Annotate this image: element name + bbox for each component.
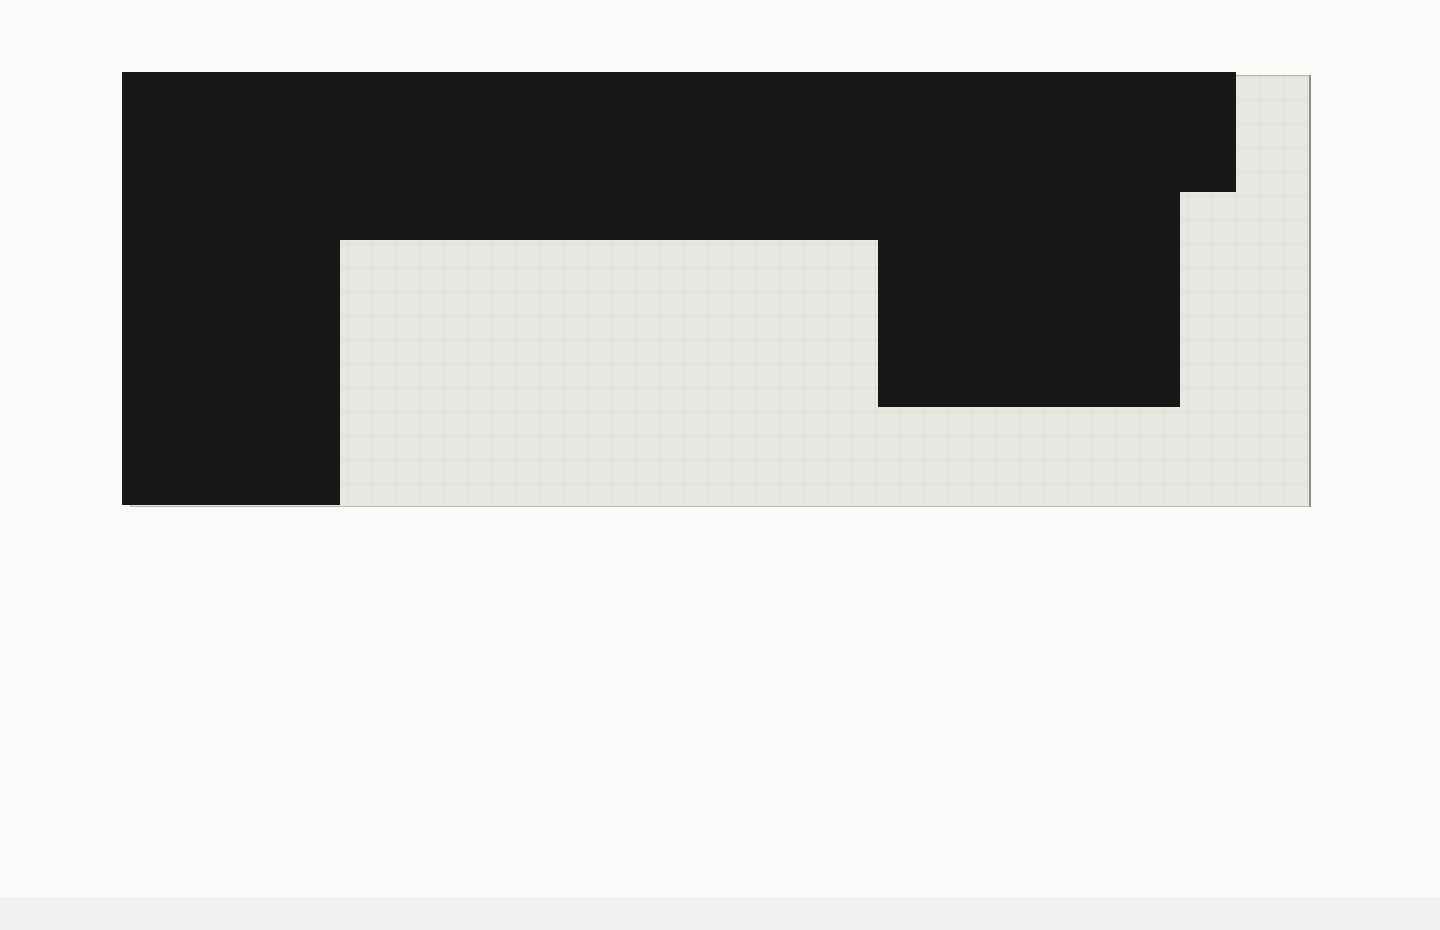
dim-chain-bottom-2 [130,544,1250,560]
dim-chain-right-overall [1360,72,1376,400]
floor-name-wrap [44,625,154,897]
dim-chain-top-overall [130,4,1236,20]
dim-chain-top [130,30,1236,46]
bottom-strip [0,897,1440,930]
dim-chain-left-overall [60,72,76,505]
wall-block-right-main [878,160,1180,407]
area-table-panel [30,625,1410,897]
wall-block-top [264,72,882,240]
dim-chain-left [86,72,102,505]
dim-chain-right-mid [1336,72,1352,400]
dim-chain-bottom-1 [130,519,1250,535]
dim-chain-bottom-3 [130,568,1250,584]
dim-chain-right-inner [1312,72,1328,400]
